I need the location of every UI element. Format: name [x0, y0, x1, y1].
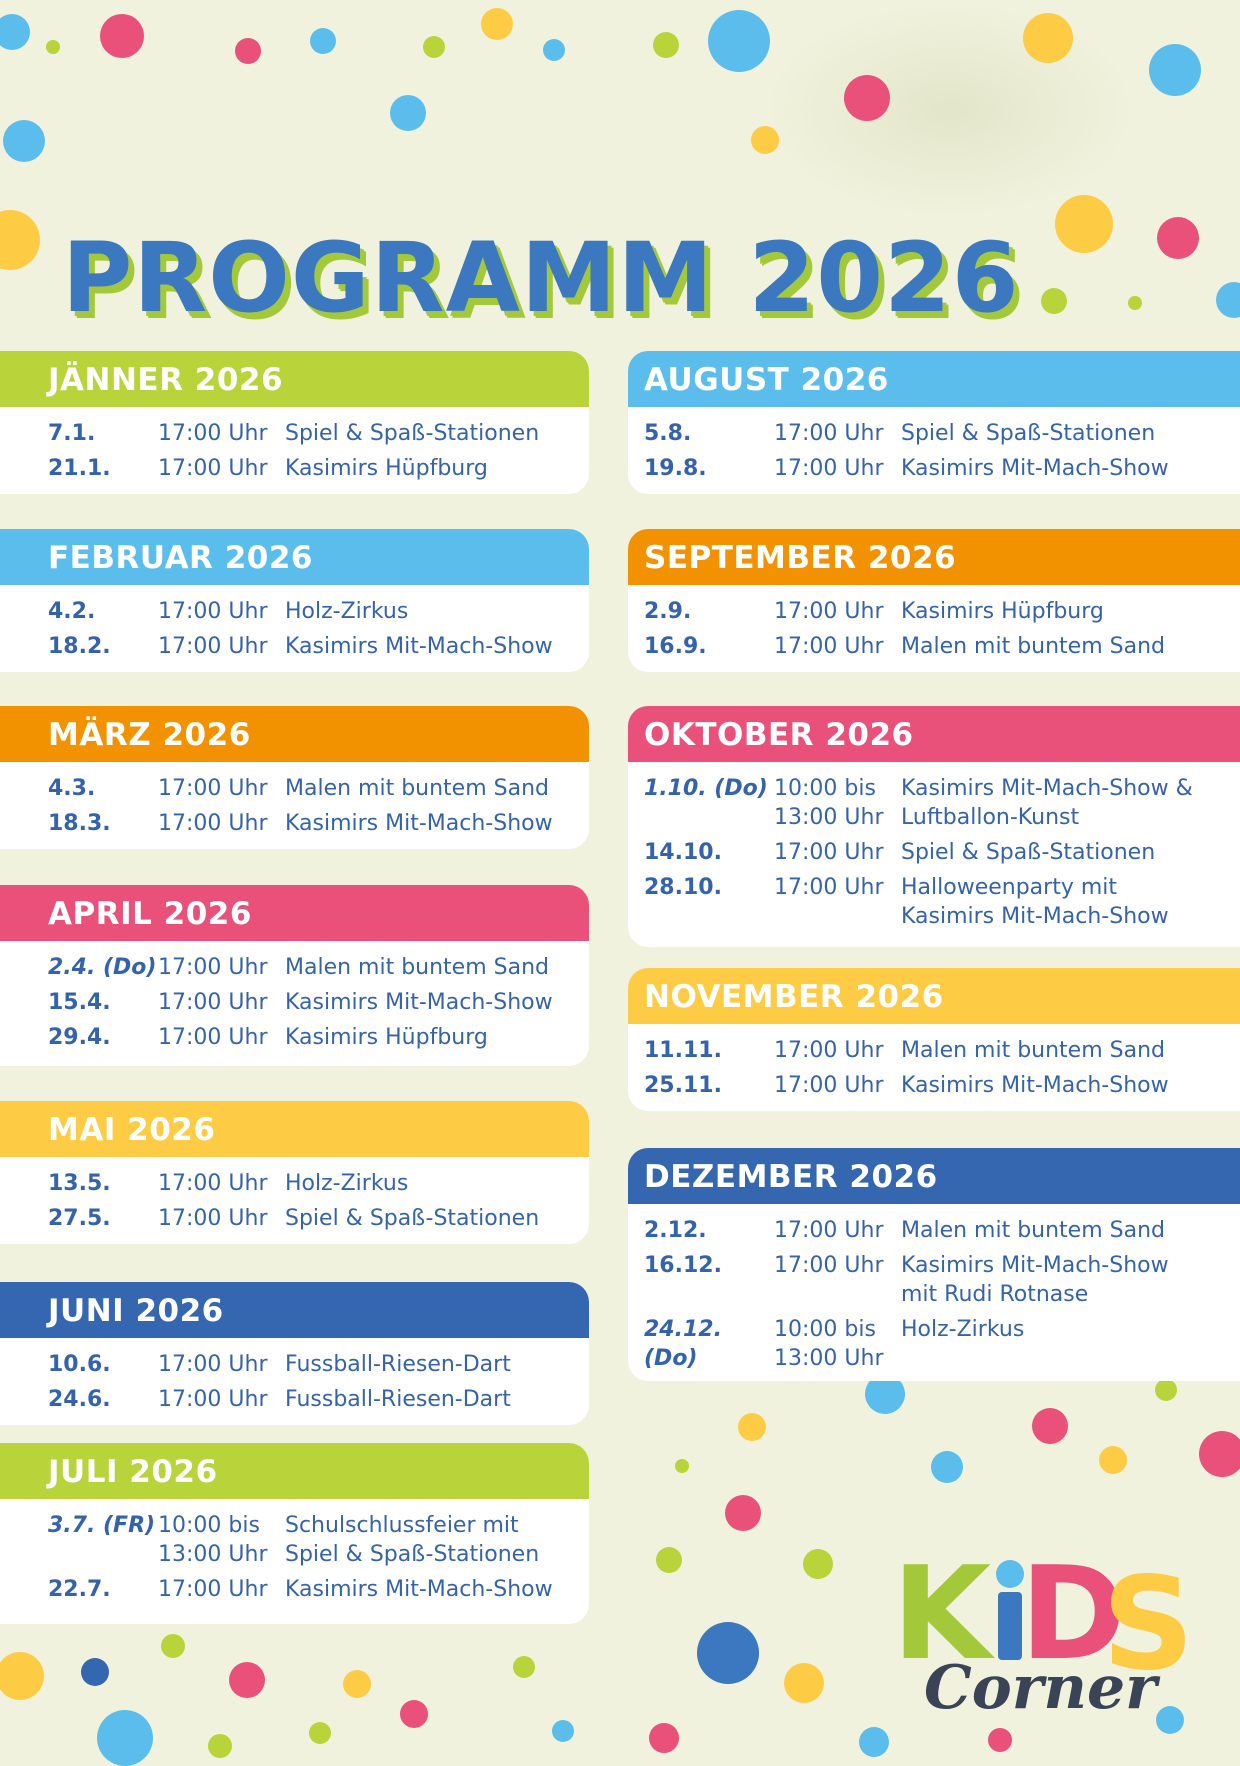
month-header: NOVEMBER 2026 [628, 968, 1240, 1024]
event-row [48, 774, 589, 803]
month-card [628, 968, 1240, 1111]
logo-letter-k: K [892, 1540, 992, 1689]
decor-dot [1099, 1446, 1127, 1474]
month-card [628, 1148, 1240, 1381]
event-date: 22.7. [48, 1577, 111, 1602]
decor-dot [751, 126, 779, 154]
event-time: 17:00 Uhr [774, 456, 884, 481]
month-events [0, 941, 589, 1066]
event-row [644, 419, 1240, 448]
event-date: 4.2. [48, 599, 96, 624]
event-date: 7.1. [48, 421, 96, 446]
event-title: Kasimirs Mit-Mach-Show & Luftballon-Kunst [901, 776, 1193, 830]
event-date: 5.8. [644, 421, 692, 446]
event-time: 17:00 Uhr [158, 990, 268, 1015]
event-title: Halloweenparty mit Kasimirs Mit-Mach-Show [901, 875, 1169, 929]
event-title: Malen mit buntem Sand [901, 634, 1165, 659]
event-time: 17:00 Uhr [774, 1218, 884, 1243]
event-row [644, 632, 1240, 661]
event-date: 2.9. [644, 599, 692, 624]
event-row [644, 1071, 1240, 1100]
event-date: 1.10. (Do) [644, 776, 768, 801]
event-row [48, 1350, 589, 1379]
month-card [0, 1443, 589, 1624]
event-row [48, 1023, 589, 1052]
event-time: 17:00 Uhr [158, 421, 268, 446]
decor-dot [1155, 1379, 1177, 1401]
event-row [644, 1251, 1240, 1309]
event-row [48, 809, 589, 838]
month-header: APRIL 2026 [0, 885, 589, 941]
event-row [48, 419, 589, 448]
decor-dot [1023, 13, 1073, 63]
event-time: 17:00 Uhr [774, 840, 884, 865]
event-row [48, 597, 589, 626]
event-date: 4.3. [48, 776, 96, 801]
event-date: 24.6. [48, 1387, 111, 1412]
event-time: 17:00 Uhr [158, 1577, 268, 1602]
decor-dot [552, 1720, 574, 1742]
event-time: 17:00 Uhr [774, 1073, 884, 1098]
event-time: 17:00 Uhr [158, 955, 268, 980]
month-events [628, 1204, 1240, 1381]
event-date: 19.8. [644, 456, 707, 481]
event-row [644, 873, 1240, 931]
decor-dot [343, 1670, 371, 1698]
month-events [628, 585, 1240, 672]
month-card [628, 706, 1240, 947]
event-row [48, 454, 589, 483]
event-row [644, 597, 1240, 626]
logo-letter-s: S [1102, 1550, 1195, 1699]
decor-dot [656, 1547, 682, 1573]
decor-dot [46, 40, 60, 54]
event-time: 17:00 Uhr [158, 1352, 268, 1377]
decor-dot [481, 8, 513, 40]
month-header: DEZEMBER 2026 [628, 1148, 1240, 1204]
decor-dot [844, 75, 890, 121]
month-events [0, 762, 589, 849]
decor-dot [1149, 44, 1201, 96]
month-card [0, 1282, 589, 1425]
event-row [644, 774, 1240, 832]
month-events [628, 1024, 1240, 1111]
decor-dot [1032, 1408, 1068, 1444]
background-glow [760, 0, 1140, 220]
decor-dot [859, 1727, 889, 1757]
event-date: 18.3. [48, 811, 111, 836]
month-events [628, 407, 1240, 494]
event-date: 28.10. [644, 875, 722, 900]
event-time: 10:00 bis 13:00 Uhr [158, 1513, 268, 1567]
event-row [48, 988, 589, 1017]
event-date: 21.1. [48, 456, 111, 481]
decor-dot [1216, 282, 1240, 318]
decor-dot [988, 1728, 1012, 1752]
event-title: Kasimirs Hüpfburg [285, 1025, 488, 1050]
decor-dot [649, 1723, 679, 1753]
event-row [48, 953, 589, 982]
event-date: 10.6. [48, 1352, 111, 1377]
event-time: 17:00 Uhr [158, 634, 268, 659]
event-date: 16.9. [644, 634, 707, 659]
decor-dot [803, 1549, 833, 1579]
month-header: MAI 2026 [0, 1101, 589, 1157]
decor-dot [738, 1413, 766, 1441]
decor-dot [675, 1459, 689, 1473]
month-header: AUGUST 2026 [628, 351, 1240, 407]
event-title: Malen mit buntem Sand [901, 1218, 1165, 1243]
month-header: FEBRUAR 2026 [0, 529, 589, 585]
event-time: 10:00 bis 13:00 Uhr [774, 1317, 884, 1371]
decor-dot [697, 1622, 759, 1684]
decor-dot [1199, 1431, 1240, 1477]
month-events [628, 762, 1240, 945]
event-row [48, 1511, 589, 1569]
event-title: Kasimirs Mit-Mach-Show [285, 811, 553, 836]
month-card [628, 529, 1240, 672]
logo-word-corner: Corner [924, 1653, 1157, 1720]
event-date: 16.12. [644, 1253, 722, 1278]
decor-dot [1157, 217, 1199, 259]
month-events [0, 407, 589, 494]
decor-dot [653, 32, 679, 58]
decor-dot [1041, 288, 1067, 314]
month-card [0, 529, 589, 672]
event-title: Kasimirs Mit-Mach-Show [285, 634, 553, 659]
event-time: 17:00 Uhr [774, 875, 884, 900]
event-title: Spiel & Spaß-Stationen [901, 840, 1156, 865]
event-time: 17:00 Uhr [158, 1171, 268, 1196]
event-time: 17:00 Uhr [158, 811, 268, 836]
decor-dot [423, 36, 445, 58]
decor-dot [400, 1700, 428, 1728]
month-events [0, 1157, 589, 1244]
decor-dot [1055, 195, 1113, 253]
event-title: Malen mit buntem Sand [901, 1038, 1165, 1063]
event-row [48, 1169, 589, 1198]
logo-letter-i [998, 1592, 1022, 1660]
month-events [0, 585, 589, 672]
event-time: 17:00 Uhr [774, 1253, 884, 1278]
decor-dot [97, 1710, 153, 1766]
event-title: Holz-Zirkus [285, 599, 409, 624]
month-card [0, 351, 589, 494]
decor-dot [3, 120, 45, 162]
event-time: 17:00 Uhr [158, 1206, 268, 1231]
decor-dot [229, 1662, 265, 1698]
decor-dot [161, 1634, 185, 1658]
decor-dot [708, 10, 770, 72]
event-time: 10:00 bis 13:00 Uhr [774, 776, 884, 830]
kids-corner-logo [890, 1540, 1200, 1720]
event-row [48, 1575, 589, 1604]
event-date: 29.4. [48, 1025, 111, 1050]
event-row [644, 1216, 1240, 1245]
event-title: Fussball-Riesen-Dart [285, 1352, 511, 1377]
event-title: Malen mit buntem Sand [285, 776, 549, 801]
month-header: OKTOBER 2026 [628, 706, 1240, 762]
event-row [48, 1385, 589, 1414]
event-title: Kasimirs Mit-Mach-Show [901, 456, 1169, 481]
event-date: 14.10. [644, 840, 722, 865]
event-date: 25.11. [644, 1073, 722, 1098]
decor-dot [235, 38, 261, 64]
event-time: 17:00 Uhr [774, 421, 884, 446]
event-title: Spiel & Spaß-Stationen [901, 421, 1156, 446]
event-title: Spiel & Spaß-Stationen [285, 1206, 540, 1231]
month-card [0, 885, 589, 1066]
event-time: 17:00 Uhr [774, 1038, 884, 1063]
month-events [0, 1338, 589, 1425]
event-title: Kasimirs Mit-Mach-Show [901, 1073, 1169, 1098]
event-title: Kasimirs Mit-Mach-Show [285, 1577, 553, 1602]
decor-dot [390, 95, 426, 131]
month-card [0, 706, 589, 849]
decor-dot [0, 1652, 44, 1700]
month-card [628, 351, 1240, 494]
event-date: 18.2. [48, 634, 111, 659]
event-time: 17:00 Uhr [158, 599, 268, 624]
page-title: PROGRAMM 2026 [62, 222, 1020, 334]
decor-dot [725, 1495, 761, 1531]
event-title: Schulschlussfeier mit Spiel & Spaß-Stationen [285, 1513, 540, 1567]
decor-dot [309, 1722, 331, 1744]
event-time: 17:00 Uhr [158, 1387, 268, 1412]
event-title: Kasimirs Hüpfburg [285, 456, 488, 481]
event-title: Holz-Zirkus [285, 1171, 409, 1196]
month-header: JULI 2026 [0, 1443, 589, 1499]
event-time: 17:00 Uhr [774, 599, 884, 624]
event-date: 13.5. [48, 1171, 111, 1196]
decor-dot [513, 1656, 535, 1678]
event-row [48, 1204, 589, 1233]
decor-dot [100, 14, 144, 58]
decor-dot [931, 1451, 963, 1483]
event-title: Malen mit buntem Sand [285, 955, 549, 980]
event-time: 17:00 Uhr [158, 456, 268, 481]
decor-dot [784, 1663, 824, 1703]
decor-dot [208, 1734, 232, 1758]
event-time: 17:00 Uhr [158, 776, 268, 801]
event-date: 2.4. (Do) [48, 955, 157, 980]
logo-letter-d: D [1020, 1540, 1127, 1689]
event-date: 3.7. (FR) [48, 1513, 156, 1538]
event-date: 2.12. [644, 1218, 707, 1243]
event-title: Spiel & Spaß-Stationen [285, 421, 540, 446]
event-title: Holz-Zirkus [901, 1317, 1025, 1342]
decor-dot [543, 39, 565, 61]
event-date: 15.4. [48, 990, 111, 1015]
event-date: 27.5. [48, 1206, 111, 1231]
month-card [0, 1101, 589, 1244]
event-row [644, 454, 1240, 483]
decor-dot [310, 28, 336, 54]
event-title: Kasimirs Mit-Mach-Show [285, 990, 553, 1015]
month-header: SEPTEMBER 2026 [628, 529, 1240, 585]
event-time: 17:00 Uhr [774, 634, 884, 659]
event-title: Kasimirs Mit-Mach-Show mit Rudi Rotnase [901, 1253, 1169, 1307]
event-row [644, 1315, 1240, 1373]
month-header: JUNI 2026 [0, 1282, 589, 1338]
event-row [644, 1036, 1240, 1065]
month-header: JÄNNER 2026 [0, 351, 589, 407]
event-title: Kasimirs Hüpfburg [901, 599, 1104, 624]
event-date: 24.12. (Do) [644, 1317, 722, 1371]
event-time: 17:00 Uhr [158, 1025, 268, 1050]
event-row [644, 838, 1240, 867]
event-title: Fussball-Riesen-Dart [285, 1387, 511, 1412]
month-events [0, 1499, 589, 1618]
decor-dot [0, 210, 40, 270]
decor-dot [1128, 296, 1142, 310]
month-header: MÄRZ 2026 [0, 706, 589, 762]
decor-dot [81, 1658, 109, 1686]
decor-dot [0, 14, 30, 50]
event-date: 11.11. [644, 1038, 722, 1063]
event-row [48, 632, 589, 661]
